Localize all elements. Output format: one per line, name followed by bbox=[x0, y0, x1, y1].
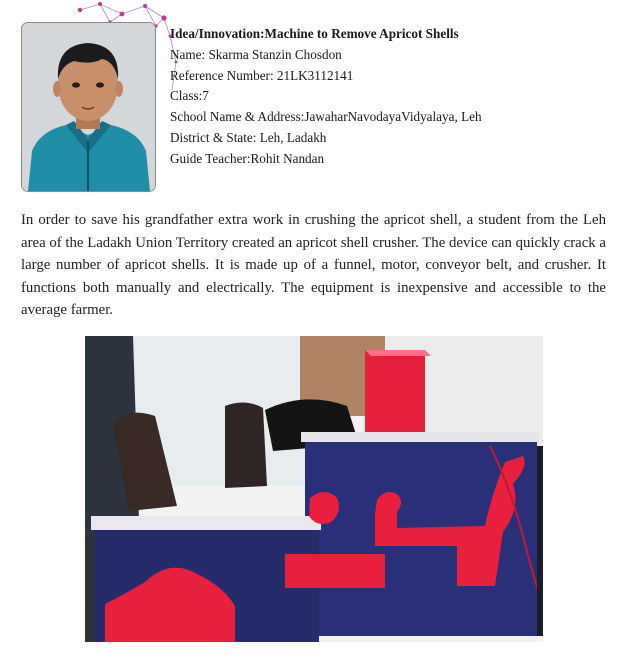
student-name: Name: Skarma Stanzin Chosdon bbox=[170, 46, 342, 62]
innovation-title: Idea/Innovation:Machine to Remove Apricot Shells bbox=[170, 26, 459, 41]
reference-number: Reference Number: 21LK3112141 bbox=[170, 67, 354, 83]
student-class: Class:7 bbox=[170, 88, 209, 104]
student-portrait-photo bbox=[22, 23, 155, 191]
school-name-address: School Name & Address:JawaharNavodayaVidyalaya, Leh bbox=[170, 109, 482, 125]
district-state: District & State: Leh, Ladakh bbox=[170, 129, 327, 145]
apricot-shell-crusher-photo bbox=[85, 336, 543, 642]
guide-teacher: Guide Teacher:Rohit Nandan bbox=[170, 150, 325, 166]
student-details bbox=[170, 24, 610, 170]
description-paragraph: In order to save his grandfather extra work in crushing the apricot shell, a student from the Leh area of the Ladakh Union Territory created an apricot shell crusher. The device can quickly crack a large number of apricot shells. It is made up of a funnel, motor, conveyor belt, and crusher. It functions both manually and electrically. The equipment is inexpensive and accessible to the average farmer. bbox=[21, 212, 606, 319]
